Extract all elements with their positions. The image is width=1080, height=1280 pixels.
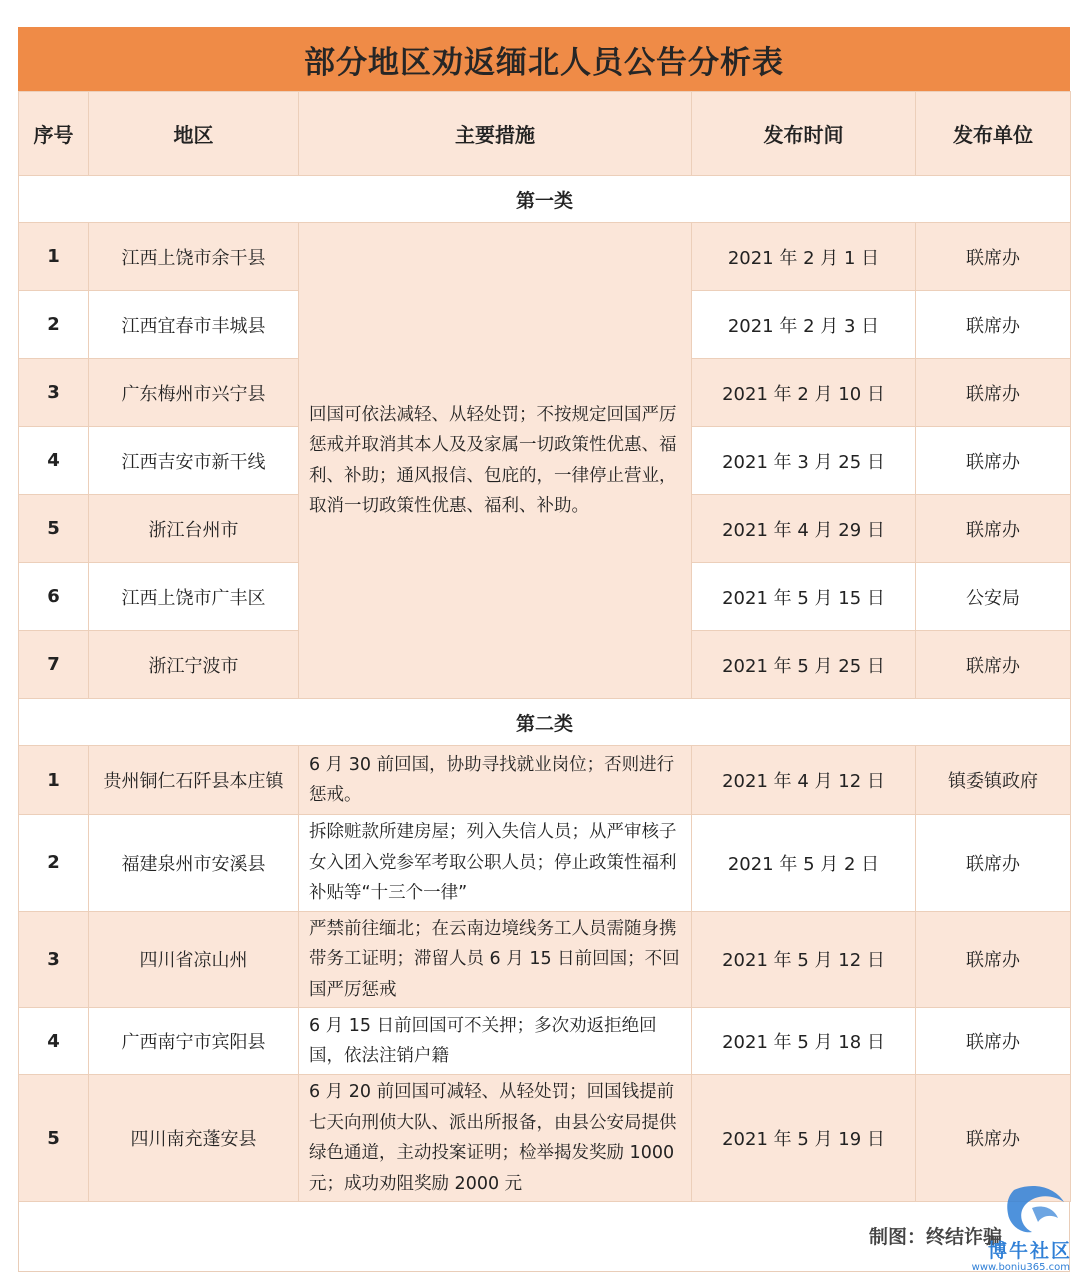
row-date: 2021 年 2 月 3 日 bbox=[692, 291, 916, 359]
row-unit: 联席办 bbox=[916, 223, 1071, 291]
table-title: 部分地区劝返缅北人员公告分析表 bbox=[18, 27, 1070, 91]
row-unit: 联席办 bbox=[916, 495, 1071, 563]
table-row bbox=[19, 746, 1071, 815]
row-date: 2021 年 4 月 12 日 bbox=[692, 746, 916, 815]
row-region: 广东梅州市兴宁县 bbox=[89, 359, 299, 427]
header-measure: 主要措施 bbox=[299, 92, 692, 176]
row-no: 3 bbox=[19, 359, 89, 427]
header-no: 序号 bbox=[19, 92, 89, 176]
category-label: 第二类 bbox=[19, 699, 1071, 746]
row-date: 2021 年 5 月 2 日 bbox=[692, 815, 916, 912]
row-date: 2021 年 5 月 18 日 bbox=[692, 1008, 916, 1075]
row-unit: 联席办 bbox=[916, 1008, 1071, 1075]
table-row bbox=[19, 223, 1071, 291]
row-region: 浙江宁波市 bbox=[89, 631, 299, 699]
row-no: 5 bbox=[19, 1075, 89, 1202]
credit-text: 制图：终结诈骗 bbox=[868, 1226, 1002, 1248]
row-unit: 联席办 bbox=[916, 631, 1071, 699]
row-no: 5 bbox=[19, 495, 89, 563]
row-measure: 6 月 15 日前回国可不关押；多次劝返拒绝回国，依法注销户籍 bbox=[299, 1008, 692, 1075]
row-region: 四川省凉山州 bbox=[89, 911, 299, 1008]
row-region: 江西上饶市余干县 bbox=[89, 223, 299, 291]
row-unit: 联席办 bbox=[916, 1075, 1071, 1202]
header-row bbox=[19, 92, 1071, 176]
row-date: 2021 年 5 月 19 日 bbox=[692, 1075, 916, 1202]
row-region: 江西上饶市广丰区 bbox=[89, 563, 299, 631]
row-unit: 联席办 bbox=[916, 427, 1071, 495]
row-region: 四川南充蓬安县 bbox=[89, 1075, 299, 1202]
row-no: 4 bbox=[19, 1008, 89, 1075]
row-date: 2021 年 5 月 12 日 bbox=[692, 911, 916, 1008]
row-date: 2021 年 3 月 25 日 bbox=[692, 427, 916, 495]
table-row bbox=[19, 815, 1071, 912]
row-date: 2021 年 5 月 25 日 bbox=[692, 631, 916, 699]
header-date: 发布时间 bbox=[692, 92, 916, 176]
table-row bbox=[19, 1075, 1071, 1202]
category-label: 第一类 bbox=[19, 176, 1071, 223]
row-region: 浙江台州市 bbox=[89, 495, 299, 563]
row-measure: 严禁前往缅北；在云南边境线务工人员需随身携带务工证明；滞留人员 6 月 15 日前回国；不回国严厉惩戒 bbox=[299, 911, 692, 1008]
row-no: 2 bbox=[19, 815, 89, 912]
row-date: 2021 年 2 月 1 日 bbox=[692, 223, 916, 291]
category-row bbox=[19, 176, 1071, 223]
category-row bbox=[19, 699, 1071, 746]
shared-measure: 回国可依法减轻、从轻处罚；不按规定回国严厉惩戒并取消其本人及及家属一切政策性优惠、福利、补助；通风报信、包庇的，一律停止营业，取消一切政策性优惠、福利、补助。 bbox=[299, 223, 692, 699]
row-no: 3 bbox=[19, 911, 89, 1008]
row-no: 7 bbox=[19, 631, 89, 699]
row-no: 4 bbox=[19, 427, 89, 495]
row-date: 2021 年 5 月 15 日 bbox=[692, 563, 916, 631]
row-measure: 6 月 20 前回国可减轻、从轻处罚；回国钱提前七天向刑侦大队、派出所报备，由县公安局提供绿色通道，主动投案证明；检举揭发奖励 1000 元；成功劝阻奖励 2000 元 bbox=[299, 1075, 692, 1202]
announcement-table bbox=[18, 91, 1071, 1202]
table-row bbox=[19, 1008, 1071, 1075]
row-unit: 公安局 bbox=[916, 563, 1071, 631]
row-region: 福建泉州市安溪县 bbox=[89, 815, 299, 912]
row-region: 江西宜春市丰城县 bbox=[89, 291, 299, 359]
row-unit: 联席办 bbox=[916, 359, 1071, 427]
row-unit: 联席办 bbox=[916, 815, 1071, 912]
watermark-text: 博牛社区 bbox=[987, 1240, 1072, 1262]
row-date: 2021 年 4 月 29 日 bbox=[692, 495, 916, 563]
header-region: 地区 bbox=[89, 92, 299, 176]
row-no: 1 bbox=[19, 223, 89, 291]
row-region: 广西南宁市宾阳县 bbox=[89, 1008, 299, 1075]
row-no: 6 bbox=[19, 563, 89, 631]
table-row bbox=[19, 911, 1071, 1008]
row-no: 1 bbox=[19, 746, 89, 815]
row-no: 2 bbox=[19, 291, 89, 359]
row-unit: 镇委镇政府 bbox=[916, 746, 1071, 815]
row-region: 贵州铜仁石阡县本庄镇 bbox=[89, 746, 299, 815]
row-date: 2021 年 2 月 10 日 bbox=[692, 359, 916, 427]
header-unit: 发布单位 bbox=[916, 92, 1071, 176]
row-measure: 拆除赃款所建房屋；列入失信人员；从严审核子女入团入党参军考取公职人员；停止政策性福利补贴等“十三个一律” bbox=[299, 815, 692, 912]
row-unit: 联席办 bbox=[916, 911, 1071, 1008]
row-measure: 6 月 30 前回国，协助寻找就业岗位；否则进行惩戒。 bbox=[299, 746, 692, 815]
row-region: 江西吉安市新干线 bbox=[89, 427, 299, 495]
row-unit: 联席办 bbox=[916, 291, 1071, 359]
watermark-url: www.boniu365.com bbox=[971, 1262, 1070, 1273]
